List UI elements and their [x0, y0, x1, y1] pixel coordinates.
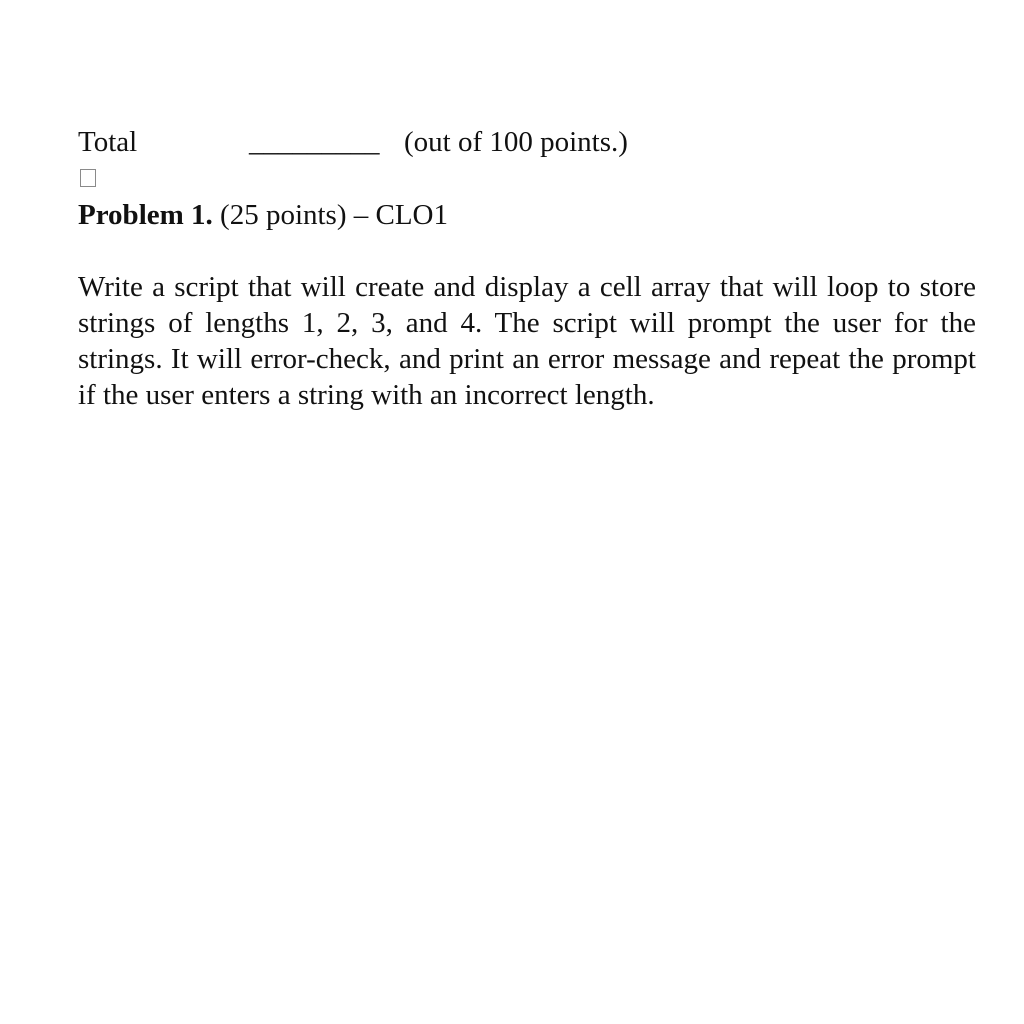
- problem-number: Problem 1.: [78, 199, 213, 231]
- problem-statement: Write a script that will create and display a cell array that will loop to store strings of lengths 1, 2, 3, and 4. The script will prompt the user for the strings. It will error-check, and print an error message and repeat the prompt if the user enters a string with an incorrect length.: [78, 271, 976, 411]
- score-scale-text: (out of 100 points.): [404, 126, 628, 158]
- score-blank: _________: [249, 126, 380, 158]
- problem-heading: [78, 197, 448, 233]
- checkbox[interactable]: [80, 169, 96, 187]
- total-label: Total: [78, 126, 138, 158]
- problem-points: (25 points) – CLO1: [220, 199, 448, 231]
